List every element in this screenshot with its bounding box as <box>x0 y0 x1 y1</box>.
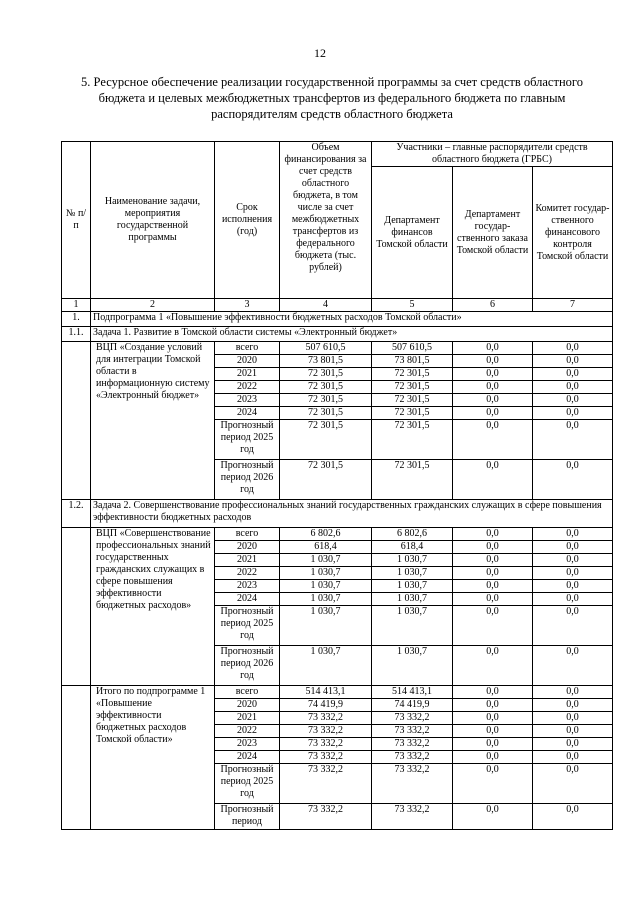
period-cell: 2023 <box>215 580 280 593</box>
measure-name: ВЦП «Совершенствование профессиональных знаний государственных гражданских служащих в сфере повышения эффективности бюджетных расходов» <box>91 528 215 686</box>
committee-cell: 0,0 <box>533 751 613 764</box>
dept-order-cell: 0,0 <box>453 738 533 751</box>
period-cell: 2020 <box>215 541 280 554</box>
total-cell: 1 030,7 <box>280 646 372 686</box>
dept-finance-cell: 73 332,2 <box>372 764 453 804</box>
header-dept-order: Департамент государ-ственного заказа Томской области <box>453 167 533 299</box>
period-cell: 2021 <box>215 368 280 381</box>
row-num-cell <box>62 528 91 686</box>
section-num: 1. <box>62 312 91 327</box>
dept-order-cell: 0,0 <box>453 528 533 541</box>
total-cell: 74 419,9 <box>280 699 372 712</box>
committee-cell: 0,0 <box>533 355 613 368</box>
total-cell: 1 030,7 <box>280 593 372 606</box>
committee-cell: 0,0 <box>533 712 613 725</box>
total-cell: 73 332,2 <box>280 751 372 764</box>
dept-order-cell: 0,0 <box>453 381 533 394</box>
dept-finance-cell: 618,4 <box>372 541 453 554</box>
col-number: 3 <box>215 299 280 312</box>
dept-order-cell: 0,0 <box>453 554 533 567</box>
header-dept-finance: Департамент финансов Томской области <box>372 167 453 299</box>
dept-finance-cell: 1 030,7 <box>372 567 453 580</box>
dept-order-cell: 0,0 <box>453 342 533 355</box>
dept-order-cell: 0,0 <box>453 355 533 368</box>
dept-finance-cell: 1 030,7 <box>372 606 453 646</box>
committee-cell: 0,0 <box>533 804 613 830</box>
dept-order-cell: 0,0 <box>453 420 533 460</box>
measure-name: Итого по подпрограмме 1 «Повышение эффективности бюджетных расходов Томской области» <box>91 686 215 830</box>
section-num: 1.2. <box>62 500 91 528</box>
dept-finance-cell: 1 030,7 <box>372 554 453 567</box>
committee-cell: 0,0 <box>533 764 613 804</box>
dept-finance-cell: 72 301,5 <box>372 394 453 407</box>
period-cell: 2021 <box>215 554 280 567</box>
header-num: № п/п <box>62 142 91 299</box>
total-cell: 72 301,5 <box>280 460 372 500</box>
dept-order-cell: 0,0 <box>453 646 533 686</box>
dept-finance-cell: 73 332,2 <box>372 751 453 764</box>
header-committee: Комитет государ-ственного финансового контроля Томской области <box>533 167 613 299</box>
period-cell: Прогнозный период 2026 год <box>215 460 280 500</box>
committee-cell: 0,0 <box>533 460 613 500</box>
period-cell: 2022 <box>215 725 280 738</box>
section-title: Подпрограмма 1 «Повышение эффективности бюджетных расходов Томской области» <box>91 312 613 327</box>
period-cell: 2023 <box>215 738 280 751</box>
col-number: 1 <box>62 299 91 312</box>
period-cell: 2022 <box>215 381 280 394</box>
period-cell: Прогнозный период 2025 год <box>215 420 280 460</box>
total-cell: 73 801,5 <box>280 355 372 368</box>
dept-finance-cell: 72 301,5 <box>372 381 453 394</box>
committee-cell: 0,0 <box>533 407 613 420</box>
dept-order-cell: 0,0 <box>453 541 533 554</box>
period-cell: всего <box>215 528 280 541</box>
dept-order-cell: 0,0 <box>453 686 533 699</box>
section-num: 1.1. <box>62 327 91 342</box>
committee-cell: 0,0 <box>533 593 613 606</box>
dept-finance-cell: 73 332,2 <box>372 712 453 725</box>
total-cell: 514 413,1 <box>280 686 372 699</box>
dept-finance-cell: 73 332,2 <box>372 804 453 830</box>
total-cell: 6 802,6 <box>280 528 372 541</box>
measure-name: ВЦП «Создание условий для интеграции Томской области в информационную систему «Электронный бюджет» <box>91 342 215 500</box>
table-row <box>62 528 613 541</box>
dept-order-cell: 0,0 <box>453 580 533 593</box>
col-number: 5 <box>372 299 453 312</box>
committee-cell: 0,0 <box>533 394 613 407</box>
table-row <box>62 686 613 699</box>
period-cell: Прогнозный период <box>215 804 280 830</box>
committee-cell: 0,0 <box>533 342 613 355</box>
budget-table <box>61 141 613 830</box>
period-cell: 2023 <box>215 394 280 407</box>
dept-finance-cell: 73 332,2 <box>372 738 453 751</box>
period-cell: 2024 <box>215 751 280 764</box>
dept-finance-cell: 73 801,5 <box>372 355 453 368</box>
committee-cell: 0,0 <box>533 738 613 751</box>
total-cell: 73 332,2 <box>280 712 372 725</box>
dept-order-cell: 0,0 <box>453 764 533 804</box>
dept-finance-cell: 72 301,5 <box>372 407 453 420</box>
dept-order-cell: 0,0 <box>453 368 533 381</box>
header-participants: Участники – главные распорядители средств областного бюджета (ГРБС) <box>372 142 613 167</box>
total-cell: 1 030,7 <box>280 567 372 580</box>
dept-order-cell: 0,0 <box>453 593 533 606</box>
total-cell: 1 030,7 <box>280 554 372 567</box>
committee-cell: 0,0 <box>533 541 613 554</box>
committee-cell: 0,0 <box>533 528 613 541</box>
section-title: Задача 2. Совершенствование профессиональных знаний государственных гражданских служащих в сфере повышения эффективности бюджетных расходов <box>91 500 613 528</box>
dept-finance-cell: 6 802,6 <box>372 528 453 541</box>
committee-cell: 0,0 <box>533 567 613 580</box>
total-cell: 73 332,2 <box>280 738 372 751</box>
header-name: Наименование задачи, мероприятия государственной программы <box>91 142 215 299</box>
period-cell: 2024 <box>215 407 280 420</box>
dept-finance-cell: 73 332,2 <box>372 725 453 738</box>
total-cell: 73 332,2 <box>280 804 372 830</box>
period-cell: 2022 <box>215 567 280 580</box>
committee-cell: 0,0 <box>533 580 613 593</box>
dept-finance-cell: 1 030,7 <box>372 646 453 686</box>
committee-cell: 0,0 <box>533 725 613 738</box>
dept-order-cell: 0,0 <box>453 712 533 725</box>
dept-order-cell: 0,0 <box>453 394 533 407</box>
col-number: 2 <box>91 299 215 312</box>
committee-cell: 0,0 <box>533 381 613 394</box>
committee-cell: 0,0 <box>533 699 613 712</box>
dept-finance-cell: 72 301,5 <box>372 460 453 500</box>
period-cell: Прогнозный период 2026 год <box>215 646 280 686</box>
period-cell: 2020 <box>215 699 280 712</box>
committee-cell: 0,0 <box>533 554 613 567</box>
period-cell: всего <box>215 342 280 355</box>
period-cell: 2021 <box>215 712 280 725</box>
page-title: 5. Ресурсное обеспечение реализации государственной программы за счет средств областного бюджета и целевых межбюджетных трансфертов из федерального бюджета по главным распорядителям средств областного бюджета <box>81 75 583 121</box>
total-cell: 1 030,7 <box>280 606 372 646</box>
dept-order-cell: 0,0 <box>453 606 533 646</box>
dept-order-cell: 0,0 <box>453 751 533 764</box>
period-cell: Прогнозный период 2025 год <box>215 606 280 646</box>
committee-cell: 0,0 <box>533 606 613 646</box>
dept-order-cell: 0,0 <box>453 725 533 738</box>
dept-order-cell: 0,0 <box>453 699 533 712</box>
total-cell: 1 030,7 <box>280 580 372 593</box>
section-title: Задача 1. Развитие в Томской области системы «Электронный бюджет» <box>91 327 613 342</box>
dept-order-cell: 0,0 <box>453 804 533 830</box>
dept-finance-cell: 74 419,9 <box>372 699 453 712</box>
total-cell: 73 332,2 <box>280 764 372 804</box>
header-volume: Объем финансирования за счет средств областного бюджета, в том числе за счет межбюджетных трансфертов из федерального бюджета (тыс. рублей) <box>280 142 372 299</box>
period-cell: всего <box>215 686 280 699</box>
total-cell: 72 301,5 <box>280 381 372 394</box>
header-term: Срок исполнения (год) <box>215 142 280 299</box>
dept-finance-cell: 507 610,5 <box>372 342 453 355</box>
col-number: 6 <box>453 299 533 312</box>
dept-finance-cell: 72 301,5 <box>372 420 453 460</box>
total-cell: 73 332,2 <box>280 725 372 738</box>
dept-finance-cell: 514 413,1 <box>372 686 453 699</box>
total-cell: 72 301,5 <box>280 368 372 381</box>
period-cell: 2024 <box>215 593 280 606</box>
total-cell: 72 301,5 <box>280 420 372 460</box>
table-row <box>62 342 613 355</box>
committee-cell: 0,0 <box>533 420 613 460</box>
total-cell: 618,4 <box>280 541 372 554</box>
committee-cell: 0,0 <box>533 646 613 686</box>
total-cell: 507 610,5 <box>280 342 372 355</box>
total-cell: 72 301,5 <box>280 407 372 420</box>
dept-order-cell: 0,0 <box>453 407 533 420</box>
row-num-cell <box>62 686 91 830</box>
committee-cell: 0,0 <box>533 368 613 381</box>
period-cell: 2020 <box>215 355 280 368</box>
period-cell: Прогнозный период 2025 год <box>215 764 280 804</box>
row-num-cell <box>62 342 91 500</box>
dept-finance-cell: 1 030,7 <box>372 593 453 606</box>
page-number: 12 <box>314 46 326 60</box>
total-cell: 72 301,5 <box>280 394 372 407</box>
col-number: 4 <box>280 299 372 312</box>
dept-finance-cell: 1 030,7 <box>372 580 453 593</box>
dept-order-cell: 0,0 <box>453 567 533 580</box>
dept-finance-cell: 72 301,5 <box>372 368 453 381</box>
dept-order-cell: 0,0 <box>453 460 533 500</box>
committee-cell: 0,0 <box>533 686 613 699</box>
col-number: 7 <box>533 299 613 312</box>
